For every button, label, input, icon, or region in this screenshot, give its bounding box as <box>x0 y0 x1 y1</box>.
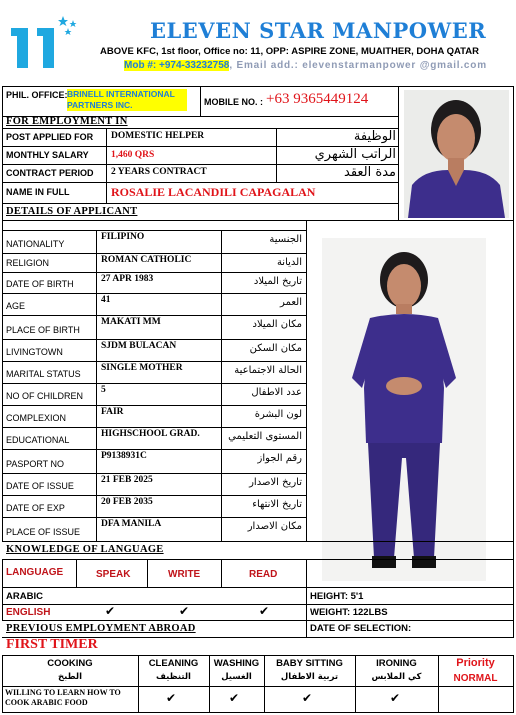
read-header: READ <box>249 569 278 580</box>
detail-value-educational: HIGHSCHOOL GRAD. <box>101 429 200 439</box>
skill-arabic-baby-sitting: تربية الاطفال <box>280 672 339 682</box>
detail-value-pasport-no: P9138931C <box>101 451 147 461</box>
post-applied-value: DOMESTIC HELPER <box>111 131 205 141</box>
detail-label-place-of-birth: PLACE OF BIRTH <box>6 325 80 335</box>
detail-arabic-age: العمر <box>280 297 302 308</box>
detail-value-age: 41 <box>101 295 111 305</box>
company-address: ABOVE KFC, 1st floor, Office no: 11, OPP: ASPIRE ZONE, MUAITHER, DOHA QATAR <box>100 46 479 57</box>
detail-arabic-religion: الديانة <box>276 257 302 268</box>
skill-header-baby-sitting: BABY SITTING <box>276 658 343 669</box>
contract-arabic: مدة العقد <box>344 165 396 180</box>
skill-header-ironing: IRONING <box>376 658 417 669</box>
english-speak-check: ✔ <box>105 604 116 618</box>
previous-employment-value: FIRST TIMER <box>6 637 98 652</box>
phil-office-label: PHIL. OFFICE: <box>6 90 68 100</box>
detail-value-place-of-issue: DFA MANILA <box>101 519 162 529</box>
detail-value-marital-status: SINGLE MOTHER <box>101 363 183 373</box>
post-applied-label: POST APPLIED FOR <box>6 132 94 142</box>
name-label: NAME IN FULL <box>6 187 70 197</box>
name-value: ROSALIE LACANDILI CAPAGALAN <box>111 185 316 199</box>
weight-value: WEIGHT: 122LBS <box>310 607 388 618</box>
company-email: , Email add.: elevenstarmanpower @gmail.com <box>229 60 487 71</box>
language-section-title: KNOWLEDGE OF LANGUAGE <box>6 544 164 555</box>
detail-value-nationality: FILIPINO <box>101 232 145 242</box>
detail-value-date-of-issue: 21 FEB 2025 <box>101 475 153 485</box>
contract-label: CONTRACT PERIOD <box>6 168 94 178</box>
priority-label: Priority <box>456 657 495 669</box>
detail-label-marital-status: MARITAL STATUS <box>6 369 81 379</box>
company-mobile: Mob #: +974-33232758 <box>124 60 230 71</box>
contract-value: 2 YEARS CONTRACT <box>111 167 207 177</box>
detail-value-date-of-birth: 27 APR 1983 <box>101 274 154 284</box>
details-section-title: DETAILS OF APPLICANT <box>6 206 138 217</box>
detail-label-age: AGE <box>6 301 26 311</box>
skill-header-cleaning: CLEANING <box>148 658 199 669</box>
detail-value-livingtown: SJDM BULACAN <box>101 341 177 351</box>
detail-arabic-educational: المستوى التعليمي <box>228 431 302 442</box>
detail-arabic-date-of-exp: تاريخ الانتهاء <box>252 499 302 510</box>
salary-arabic: الراتب الشهري <box>314 147 396 162</box>
baby-sitting-check: ✔ <box>302 691 313 705</box>
date-of-selection-label: DATE OF SELECTION: <box>310 623 412 634</box>
height-value: HEIGHT: 5'1 <box>310 591 364 602</box>
mobile-value: +63 9365449124 <box>266 91 369 107</box>
company-logo <box>8 14 78 70</box>
detail-label-pasport-no: PASPORT NO <box>6 459 65 469</box>
ironing-check: ✔ <box>390 691 401 705</box>
previous-employment-title: PREVIOUS EMPLOYMENT ABROAD <box>6 623 196 634</box>
detail-arabic-date-of-birth: تاريخ الميلاد <box>253 276 302 287</box>
mobile-label: MOBILE NO. : <box>204 97 263 107</box>
applicant-full-body-photo <box>322 238 486 581</box>
washing-check: ✔ <box>229 691 240 705</box>
language-header: LANGUAGE <box>6 567 64 578</box>
detail-value-place-of-birth: MAKATI MM <box>101 317 161 327</box>
detail-arabic-date-of-issue: تاريخ الاصدار <box>249 477 302 488</box>
detail-arabic-nationality: الجنسية <box>269 234 302 245</box>
priority-value: NORMAL <box>453 673 498 684</box>
skill-header-washing: WASHING <box>213 658 260 669</box>
cleaning-check: ✔ <box>166 691 177 705</box>
detail-arabic-complexion: لون البشرة <box>254 409 302 420</box>
language-arabic: ARABIC <box>6 591 43 602</box>
skill-arabic-ironing: كي الملابس <box>371 672 422 682</box>
language-english: ENGLISH <box>6 607 51 618</box>
detail-label-religion: RELIGION <box>6 258 50 268</box>
salary-value: 1,460 QRS <box>111 150 155 160</box>
detail-label-complexion: COMPLEXION <box>6 413 67 423</box>
detail-value-complexion: FAIR <box>101 407 124 417</box>
detail-arabic-livingtown: مكان السكن <box>249 343 302 354</box>
detail-arabic-no-of-children: عدد الاطفال <box>251 387 302 398</box>
skill-arabic-cooking: الطبخ <box>58 672 82 682</box>
detail-value-no-of-children: 5 <box>101 385 106 395</box>
detail-label-no-of-children: NO OF CHILDREN <box>6 391 84 401</box>
detail-label-date-of-exp: DATE OF EXP <box>6 503 65 513</box>
phil-office-value: BRINELL INTERNATIONAL PARTNERS INC. <box>67 89 187 111</box>
skill-arabic-cleaning: التنظيف <box>156 672 191 682</box>
post-applied-arabic: الوظيفة <box>353 129 396 144</box>
detail-value-religion: ROMAN CATHOLIC <box>101 255 192 265</box>
cooking-value: WILLING TO LEARN HOW TO COOK ARABIC FOOD <box>5 688 121 707</box>
applicant-portrait-photo <box>404 90 509 218</box>
detail-arabic-marital-status: الحالة الاجتماعية <box>234 365 302 376</box>
detail-value-date-of-exp: 20 FEB 2035 <box>101 497 153 507</box>
detail-label-educational: EDUCATIONAL <box>6 435 70 445</box>
speak-header: SPEAK <box>96 569 131 580</box>
detail-label-livingtown: LIVINGTOWN <box>6 347 63 357</box>
detail-label-date-of-issue: DATE OF ISSUE <box>6 481 74 491</box>
skill-arabic-washing: الغسيل <box>221 672 252 682</box>
detail-label-nationality: NATIONALITY <box>6 239 65 249</box>
salary-label: MONTHLY SALARY <box>6 150 89 160</box>
company-contact <box>124 60 487 71</box>
detail-label-date-of-birth: DATE OF BIRTH <box>6 279 74 289</box>
detail-arabic-place-of-issue: مكان الاصدار <box>247 521 302 532</box>
english-read-check: ✔ <box>259 604 270 618</box>
write-header: WRITE <box>168 569 201 580</box>
detail-arabic-pasport-no: رقم الجواز <box>257 453 302 464</box>
detail-arabic-place-of-birth: مكان الميلاد <box>252 319 302 330</box>
skill-header-cooking: COOKING <box>47 658 93 669</box>
detail-label-place-of-issue: PLACE OF ISSUE <box>6 527 81 537</box>
company-name: ELEVEN STAR MANPOWER <box>150 18 487 43</box>
employment-section-title: FOR EMPLOYMENT IN <box>6 116 128 127</box>
english-write-check: ✔ <box>179 604 190 618</box>
